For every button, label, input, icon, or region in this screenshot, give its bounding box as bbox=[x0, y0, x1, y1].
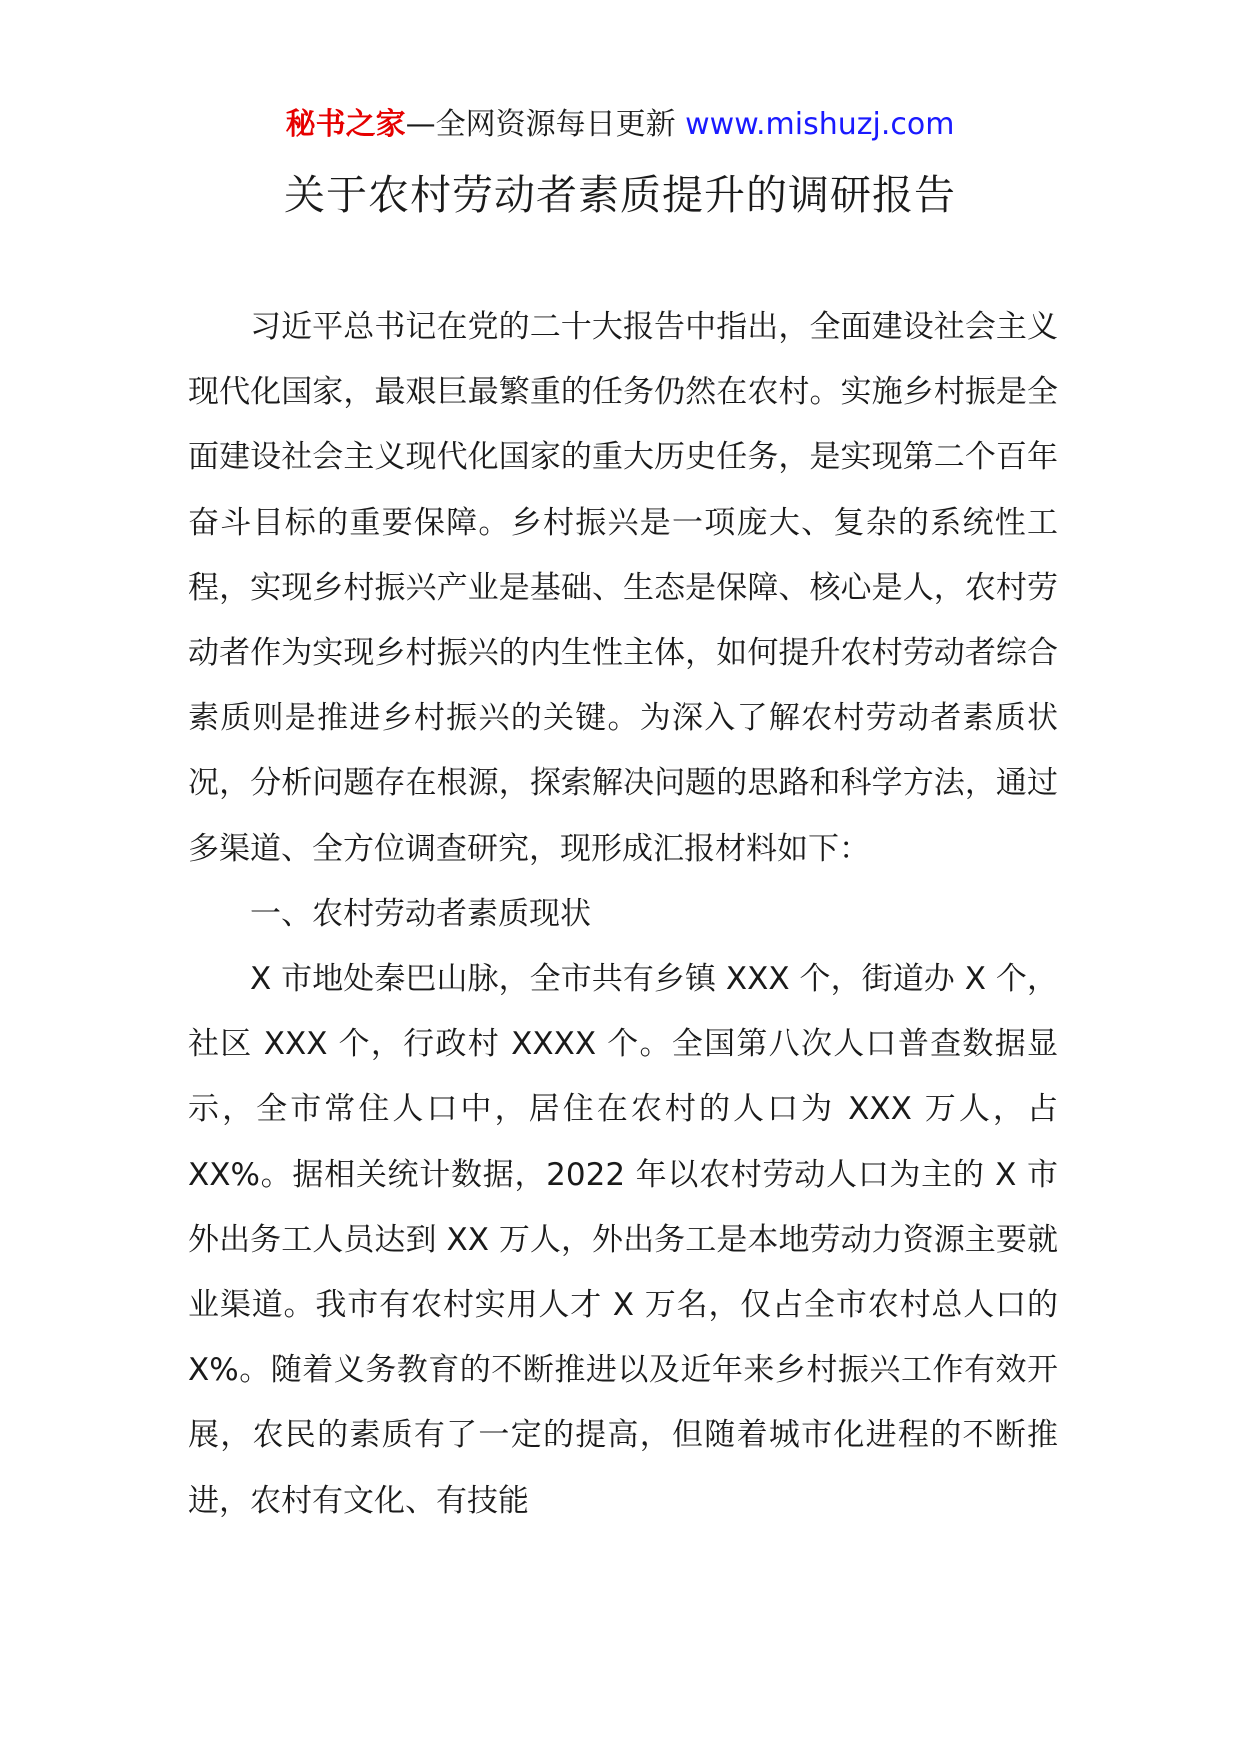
section-heading: 一、农村劳动者素质现状 bbox=[250, 895, 591, 932]
section-paragraph: X 市地处秦巴山脉，全市共有乡镇 XXX 个，街道办 X 个，社区 XXX 个，行政村 XXXX 个。全国第八次人口普查数据显示，全市常住人口中，居住在农村的人口为 XXX 万人，占 XX%。据相关统计数据，2022 年以农村劳动人口为主的 X 市外出务工人员达到 XX 万人，外出务工是本地劳动力资源主要就业渠道。我市有农村实用人才 X 万名，仅占全市农村总人口的 X%。随着义务教育的不断推进以及近年来乡村振兴工作有效开展，农民的素质有了一定的提高，但随着城市化进程的不断推进，农村有文化、有技能 bbox=[188, 961, 1058, 1519]
intro-paragraph: 习近平总书记在党的二十大报告中指出，全面建设社会主义现代化国家，最艰巨最繁重的任务仍然在农村。实施乡村振是全面建设社会主义现代化国家的重大历史任务，是实现第二个百年奋斗目标的重要保障。乡村振兴是一项庞大、复杂的系统性工程，实现乡村振兴产业是基础、生态是保障、核心是人，农村劳动者作为实现乡村振兴的内生性主体，如何提升农村劳动者综合素质则是推进乡村振兴的关键。为深入了解农村劳动者素质状况，分析问题存在根源，探索解决问题的思路和科学方法，通过多渠道、全方位调查研究，现形成汇报材料如下： bbox=[188, 309, 1058, 867]
document-body bbox=[188, 295, 1058, 1534]
document-title: 关于农村劳动者素质提升的调研报告 bbox=[284, 171, 956, 219]
site-header bbox=[0, 103, 1240, 147]
site-url-link[interactable]: www.mishuzj.com bbox=[685, 107, 955, 142]
site-brand: 秘书之家 bbox=[285, 107, 406, 142]
site-tagline: —全网资源每日更新 bbox=[405, 107, 676, 142]
